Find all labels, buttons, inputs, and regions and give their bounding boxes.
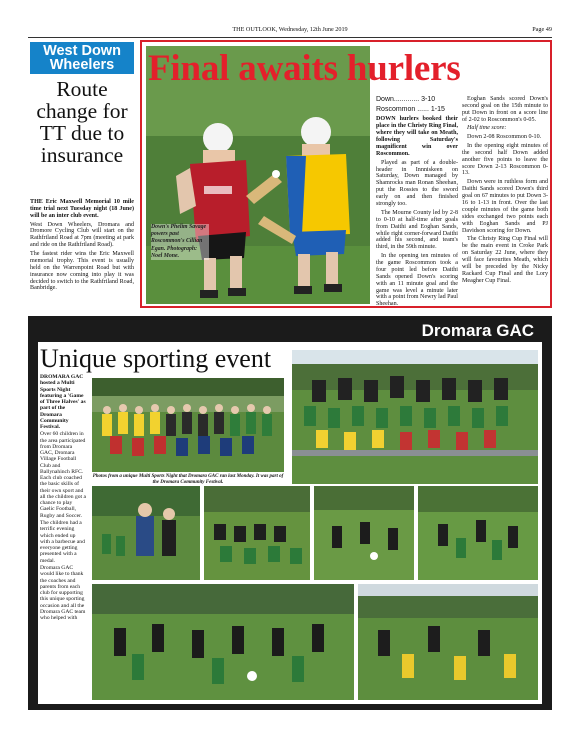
photo-group-1-art — [92, 378, 284, 472]
photo-group-2 — [292, 350, 538, 484]
hurling-para-4: In the opening ten minutes of the game Roscommon took a four point led before Daithi Sands opened Down's scoring with an 11 minute goal and the game was level a minute later with a point from Newry lad Paul Sheehan. — [376, 253, 458, 308]
score-roscommon: Roscommon ...... 1-15 — [376, 106, 445, 114]
photo-coach — [92, 486, 200, 580]
photo-soccer-drill-art — [358, 584, 538, 700]
hurling-headline: Final awaits hurlers — [148, 48, 461, 89]
dromara-article — [40, 374, 86, 623]
wdw-para-2: West Down Wheelers, Dromara and Dromore Cycling Club will start on the Rathfriland Road at 7pm (meeting at park and ride on the Rathfriland Road). — [30, 221, 134, 249]
hurling-para-1: DOWN hurlers booked their place in the Christy Ring Final, where they will take on Meath, following Saturday's magnificent win over Roscommon. — [376, 116, 458, 157]
photo-running-kids-art — [418, 486, 538, 580]
half-time-score: Down 2-08 Roscommon 0-10. — [467, 134, 542, 141]
hurling-para-6: In the opening eight minutes of the second half Down added another five points to leave the score Down 2-13 Roscommon 0-13. — [462, 142, 548, 177]
photo-soccer-drill — [358, 584, 538, 700]
hurling-para-7: Down were in ruthless form and Daithi Sands scored Down's third goal on 67 minutes to put Down 3-16 to 1-13 in front. Over the last couple minutes of the game both sides exchanged two points each with Eoghan Sands and PJ Davidson scoring for Down. — [462, 179, 548, 234]
photo-group-1 — [92, 378, 284, 472]
publication-date: THE OUTLOOK, Wednesday, 12th June 2019 — [232, 26, 348, 33]
wdw-headline: Route change for TT due to insurance — [36, 77, 128, 167]
hurling-column-2 — [462, 96, 548, 286]
score-down: Down............. 3-10 — [376, 96, 436, 103]
photo-coach-art — [92, 486, 200, 580]
half-time-label: Half time score: — [467, 125, 507, 132]
photo-football-game-art — [92, 584, 354, 700]
hurling-para-5: Eoghan Sands scored Down's second goal on the 15th minute to put Down in front on a score line of 2-02 to Roscommon's 0-05. — [462, 96, 548, 123]
hurling-photo-caption: Down's Phelim Savage powers past Roscommon's Cillian Egan. Photograph: Noel Mone. — [151, 224, 209, 260]
dromara-para-3: The children had a terrific evening which ended up with a barbecue and everyone getting presented with a medal. — [40, 520, 85, 564]
dromara-headline: Unique sporting event — [40, 344, 272, 373]
hurling-column-1 — [376, 96, 458, 310]
photo-rugby-drill — [314, 486, 414, 580]
photo-running-kids — [418, 486, 538, 580]
page-header — [28, 24, 552, 38]
photo-rugby-drill-art — [314, 486, 414, 580]
page-number: Page 49 — [532, 26, 552, 33]
wdw-section-title: West Down Wheelers — [30, 42, 134, 74]
wdw-article — [30, 199, 134, 294]
dromara-para-1: DROMARA GAC hosted a Multi Sports Night featuring a 'Game of Three Halves' as part of the Dromara Community Festival. — [40, 374, 86, 430]
wdw-para-3: The fastest rider wins the Eric Maxwell memorial trophy. This event is usually held on the Warrenpoint Road but with insurance now coming into play it was decided to switch to the Rathfriland Road, Banbridge. — [30, 250, 134, 292]
dromara-section-title: Dromara GAC — [421, 321, 534, 340]
dromara-para-2: Over 60 children in the area participated from Dromara GAC, Dromara Village Football Club and Ballynahinch RFC. Each club coached the basic skills of their own sport and all the children got a chance to play Gaelic Football, Rugby and Soccer. — [40, 431, 86, 519]
photo-group-2-art — [292, 350, 538, 484]
photo-seated-kids-art — [204, 486, 310, 580]
photo-seated-kids — [204, 486, 310, 580]
wdw-para-1: THE Eric Maxwell Memorial 10 mile time trial next Tuesday night (18 June) will be an inter club event. — [30, 199, 134, 219]
photo-football-game — [92, 584, 354, 700]
hurling-para-3: The Mourne County led by 2-8 to 0-10 at half-time after goals from Daithi and Eoghan Sands, while right corner-forward Daithi added his second, and team's third, in the 59th minute. — [376, 209, 458, 251]
hurling-para-2: Played as part of a double-header in Innniskeen on Saturday, Down managed by Shamrocks man Ronan Sheehan, put the Rossies to the sword early on and then finished strongly too. — [376, 159, 458, 208]
dromara-frame-right — [542, 342, 552, 710]
dromara-photo-caption: Photos from a unique Multi Sports Night that Dromara GAC ran last Monday. It was part of the Dromara Community Festival. — [92, 474, 284, 485]
dromara-para-4: Dromara GAC would like to thank the coaches and parents from each club for supporting this unique sporting occasion and all the Dromara GAC team who helped with — [40, 565, 86, 622]
hurling-para-8: The Christy Ring Cup Final will be the main event in Croke Park on Saturday 22 June, where they will face favourites Meath, which will be preceded by the Nicky Rackard Cup Final and the Lory Meagher Cup Final. — [462, 236, 548, 284]
dromara-frame-bottom — [28, 704, 552, 710]
dromara-frame-left — [28, 342, 38, 710]
